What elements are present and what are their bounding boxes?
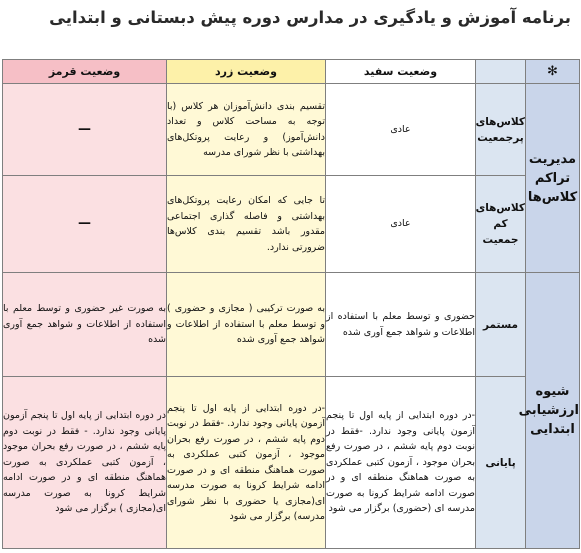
header-star-cell [526, 60, 580, 84]
white-status-cell: عادی [326, 176, 476, 273]
category-evaluation-method: شیوه ارزشیابی ابتدایی [526, 273, 580, 549]
table-header-row [3, 60, 580, 84]
table-row [3, 273, 580, 377]
yellow-status-cell: به صورت ترکیبی ( مجازی و حضوری ) و توسط معلم با استفاده از اطلاعات و شواهد جمع آوری شده [167, 273, 326, 377]
red-status-cell: — [3, 176, 167, 273]
table-row [3, 176, 580, 273]
category-density-management: مدیریت تراکم کلاس‌ها [526, 84, 580, 273]
header-yellow-status: وضعیت زرد [167, 60, 326, 84]
asterisk-icon: ✻ [547, 64, 558, 79]
row-label: پایانی [476, 377, 526, 549]
red-status-cell: به صورت غیر حضوری و توسط معلم با استفاده از اطلاعات و شواهد جمع آوری شده [3, 273, 167, 377]
yellow-status-cell: تقسیم بندی دانش‌آموزان هر کلاس (با توجه به مساحت کلاس و تعداد دانش‌آموز) و رعایت پروتکل‌های بهداشتی با نظر شورای مدرسه [167, 84, 326, 176]
white-status-cell: -در دوره ابتدایی از پایه اول تا پنجم آزمون پایانی وجود ندارد. -فقط در نوبت دوم پایه ششم ، در صورت رفع بحران موجود ، آزمون کتبی عملکردی به صورت هماهنگ منطقه ای و در صورت ادامه شرایط کرونا به صورت مدرسه ای (حضوری) برگزار می شود [326, 377, 476, 549]
row-label: مستمر [476, 273, 526, 377]
education-status-table [2, 59, 580, 549]
yellow-status-cell: -در دوره ابتدایی از پایه اول تا پنجم آزمون پایانی وجود ندارد. -فقط در نوبت دوم پایه ششم ، در صورت رفع بحران موجود ، آزمون کتبی عملکردی به صورت هماهنگ منطقه ای و در صورت ادامه شرایط کرونا به صورت مدرسه ای(مجازی یا حضوری با نظر شورای مدرسه) برگزار می شود [167, 377, 326, 549]
table-row [3, 377, 580, 549]
white-status-cell: حضوری و توسط معلم با استفاده از اطلاعات و شواهد جمع آوری شده [326, 273, 476, 377]
header-red-status: وضعیت قرمز [3, 60, 167, 84]
page-title: برنامه آموزش و یادگیری در مدارس دوره پیش دبستانی و ابتدایی [49, 8, 571, 27]
white-status-cell: عادی [326, 84, 476, 176]
red-status-cell: — [3, 84, 167, 176]
row-label: کلاس‌های پرجمعیت [476, 84, 526, 176]
header-corner-cell [476, 60, 526, 84]
table-row [3, 84, 580, 176]
yellow-status-cell: تا جایی که امکان رعایت پروتکل‌های بهداشتی و فاصله گذاری اجتماعی مقدور باشد تقسیم بندی کلاس‌ها ضرورتی ندارد. [167, 176, 326, 273]
red-status-cell: در دوره ابتدایی از پایه اول تا پنجم آزمون پایانی وجود ندارد. - فقط در نوبت دوم پایه ششم ، در صورت رفع بحران موجود ، آزمون کتبی عملکردی به صورت هماهنگ منطقه ای و در صورت ادامه شرایط کرونا به صورت مدرسه ای(مجازی ) برگزار می شود [3, 377, 167, 549]
header-white-status: وضعیت سفید [326, 60, 476, 84]
row-label: کلاس‌های کم جمعیت [476, 176, 526, 273]
